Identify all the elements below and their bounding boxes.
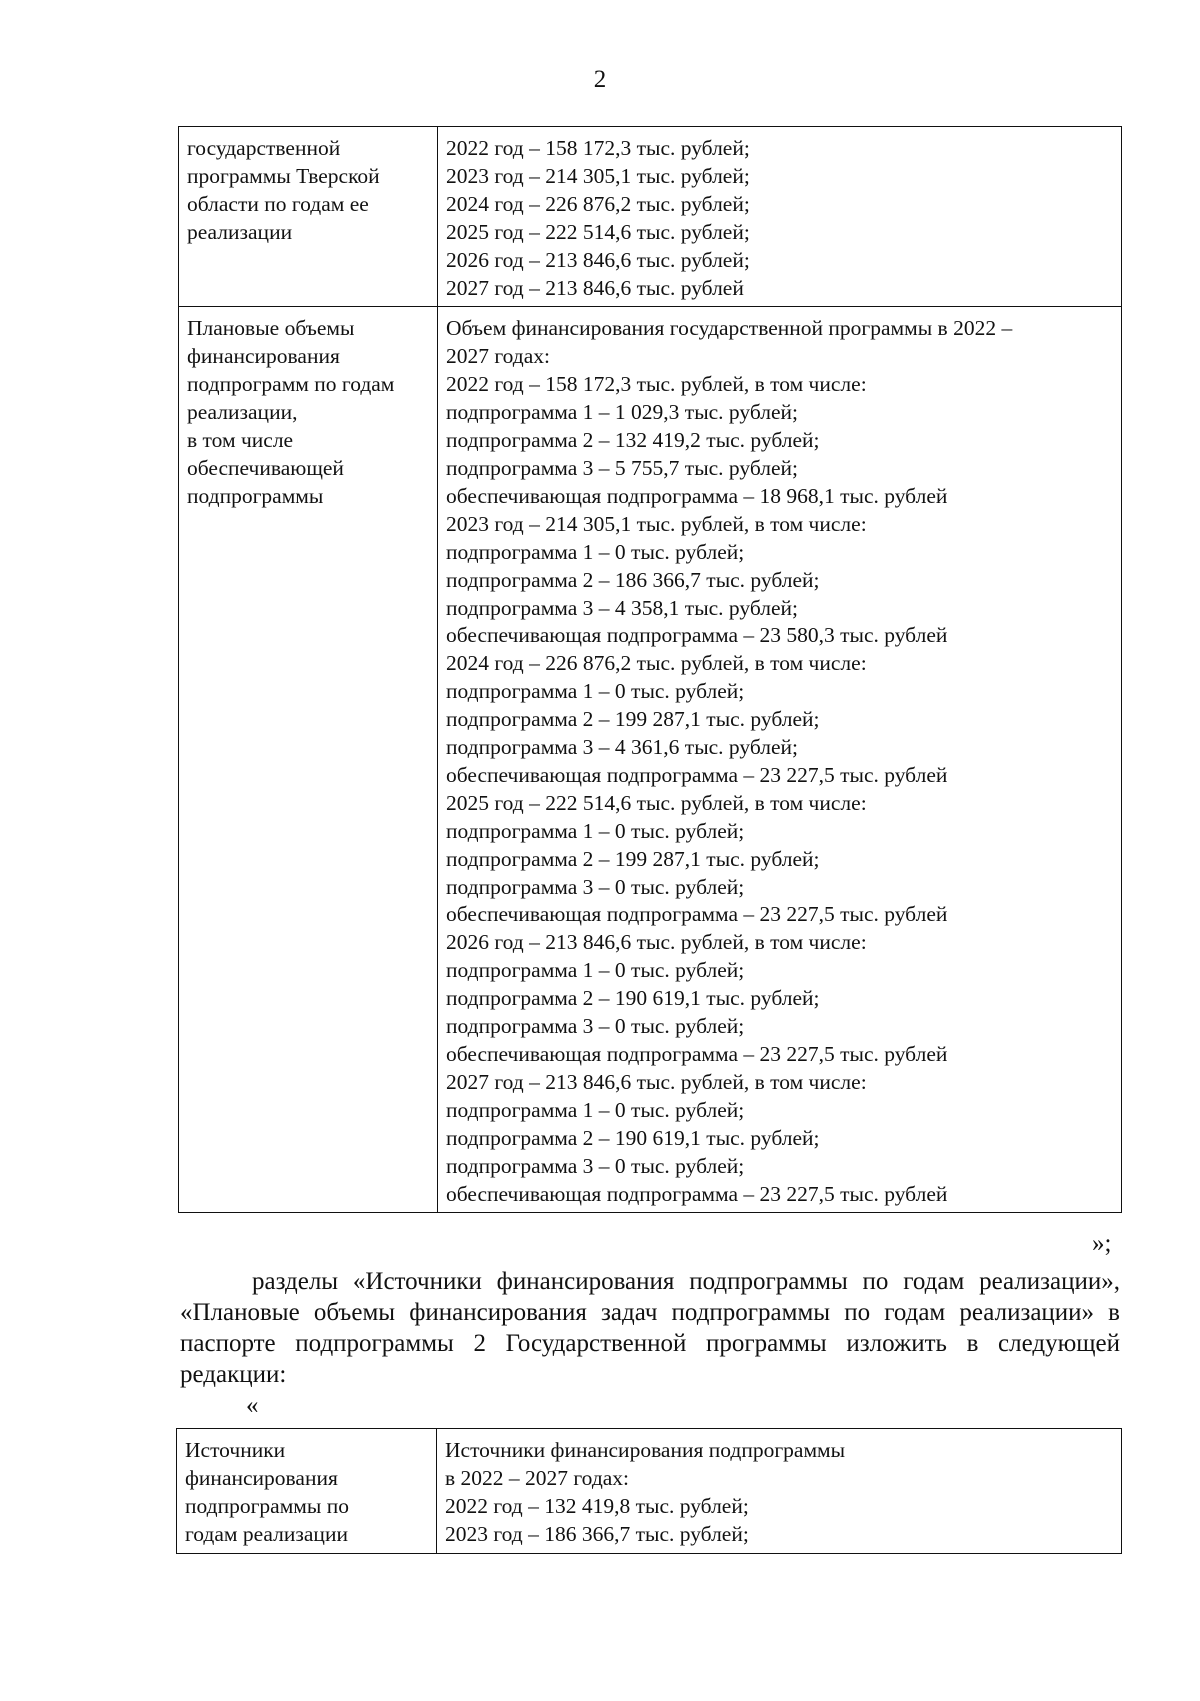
- cell-line: 2025 год – 222 514,6 тыс. рублей, в том числе:: [446, 790, 867, 815]
- cell-line: финансирования: [185, 1465, 338, 1490]
- cell-line: 2022 год – 158 172,3 тыс. рублей;: [446, 136, 750, 160]
- table-row: [179, 127, 1122, 307]
- table-row: [179, 307, 1122, 1213]
- cell-line: 2023 год – 214 305,1 тыс. рублей, в том числе:: [446, 511, 867, 536]
- body-paragraph: разделы «Источники финансирования подпрограммы по годам реализации», «Плановые объемы финансирования задач подпрограммы по годам реализации» в паспорте подпрограммы 2 Государственной программы изложить в следующей редакции:: [180, 1268, 1120, 1388]
- cell-line: обеспечивающая подпрограмма – 23 227,5 тыс. рублей: [446, 1181, 948, 1206]
- table-row: [177, 1429, 1122, 1554]
- cell-line: подпрограмма 2 – 199 287,1 тыс. рублей;: [446, 846, 820, 871]
- cell-line: подпрограмм по годам: [187, 372, 395, 397]
- row-header-cell: [177, 1429, 437, 1554]
- cell-line: финансирования: [187, 344, 340, 369]
- cell-line: в 2022 – 2027 годах:: [445, 1465, 630, 1490]
- cell-line: подпрограмма 2 – 132 419,2 тыс. рублей;: [446, 428, 820, 453]
- cell-line: подпрограмма 1 – 0 тыс. рублей;: [446, 958, 745, 983]
- cell-line: подпрограмма 1 – 0 тыс. рублей;: [446, 539, 745, 564]
- cell-line: реализации: [187, 219, 293, 244]
- cell-line: подпрограмма 3 – 5 755,7 тыс. рублей;: [446, 455, 799, 480]
- cell-line: подпрограмма 1 – 0 тыс. рублей;: [446, 679, 745, 704]
- cell-line: годам реализации: [185, 1521, 348, 1546]
- cell-line: 2024 год – 226 876,2 тыс. рублей;: [446, 191, 750, 216]
- cell-line: подпрограмма 1 – 0 тыс. рублей;: [446, 818, 745, 843]
- cell-line: обеспечивающая подпрограмма – 23 580,3 тыс. рублей: [446, 623, 948, 648]
- cell-line: государственной: [187, 136, 341, 160]
- row-value-cell: [438, 127, 1122, 307]
- cell-line: обеспечивающая подпрограмма – 23 227,5 тыс. рублей: [446, 1042, 948, 1066]
- cell-line: Объем финансирования государственной программы в 2022 –: [446, 316, 1013, 341]
- row-header-cell: [179, 307, 438, 1213]
- cell-line: подпрограмма 3 – 0 тыс. рублей;: [446, 1153, 745, 1178]
- cell-line: 2022 год – 158 172,3 тыс. рублей, в том числе:: [446, 372, 867, 397]
- cell-line: подпрограмма 2 – 199 287,1 тыс. рублей;: [446, 707, 820, 732]
- cell-line: подпрограмма 1 – 0 тыс. рублей;: [446, 1097, 745, 1122]
- row-header-cell: [179, 127, 438, 307]
- row-value-cell: [437, 1429, 1122, 1554]
- cell-line: программы Тверской: [187, 163, 380, 188]
- cell-line: 2027 годах:: [446, 344, 550, 369]
- cell-line: в том числе: [187, 428, 294, 453]
- subprogram-sources-table: [176, 1428, 1122, 1554]
- cell-line: подпрограмма 2 – 190 619,1 тыс. рублей;: [446, 986, 820, 1011]
- cell-line: 2026 год – 213 846,6 тыс. рублей, в том числе:: [446, 930, 867, 955]
- cell-line: 2025 год – 222 514,6 тыс. рублей;: [446, 219, 750, 244]
- opening-quote: «: [246, 1392, 259, 1419]
- closing-quote: »;: [1092, 1230, 1112, 1257]
- cell-line: 2022 год – 132 419,8 тыс. рублей;: [445, 1493, 749, 1518]
- cell-line: 2027 год – 213 846,6 тыс. рублей, в том числе:: [446, 1069, 867, 1094]
- cell-line: Плановые объемы: [187, 316, 355, 341]
- cell-line: подпрограммы по: [185, 1493, 349, 1518]
- cell-line: подпрограмма 2 – 190 619,1 тыс. рублей;: [446, 1125, 820, 1150]
- cell-line: 2027 год – 213 846,6 тыс. рублей: [446, 275, 744, 300]
- cell-line: подпрограмма 1 – 1 029,3 тыс. рублей;: [446, 400, 799, 425]
- cell-line: Источники: [185, 1438, 286, 1462]
- cell-line: 2023 год – 186 366,7 тыс. рублей;: [445, 1521, 749, 1546]
- cell-line: обеспечивающая подпрограмма – 23 227,5 тыс. рублей: [446, 762, 948, 787]
- row-value-cell: [438, 307, 1122, 1213]
- cell-line: 2026 год – 213 846,6 тыс. рублей;: [446, 247, 750, 272]
- cell-line: реализации,: [187, 400, 298, 425]
- cell-line: подпрограммы: [187, 483, 324, 508]
- cell-line: подпрограмма 3 – 0 тыс. рублей;: [446, 874, 745, 899]
- cell-line: 2024 год – 226 876,2 тыс. рублей, в том числе:: [446, 651, 867, 676]
- cell-line: подпрограмма 3 – 0 тыс. рублей;: [446, 1014, 745, 1039]
- cell-line: 2023 год – 214 305,1 тыс. рублей;: [446, 163, 750, 188]
- cell-line: Источники финансирования подпрограммы: [445, 1438, 846, 1462]
- page-number: 2: [593, 66, 607, 93]
- cell-line: обеспечивающей: [187, 455, 344, 480]
- cell-line: области по годам ее: [187, 191, 369, 216]
- cell-line: подпрограмма 3 – 4 361,6 тыс. рублей;: [446, 735, 799, 760]
- cell-line: подпрограмма 3 – 4 358,1 тыс. рублей;: [446, 595, 799, 620]
- cell-line: обеспечивающая подпрограмма – 18 968,1 тыс. рублей: [446, 483, 948, 508]
- cell-line: обеспечивающая подпрограмма – 23 227,5 тыс. рублей: [446, 902, 948, 927]
- financing-table: [178, 126, 1122, 1213]
- cell-line: подпрограмма 2 – 186 366,7 тыс. рублей;: [446, 567, 820, 592]
